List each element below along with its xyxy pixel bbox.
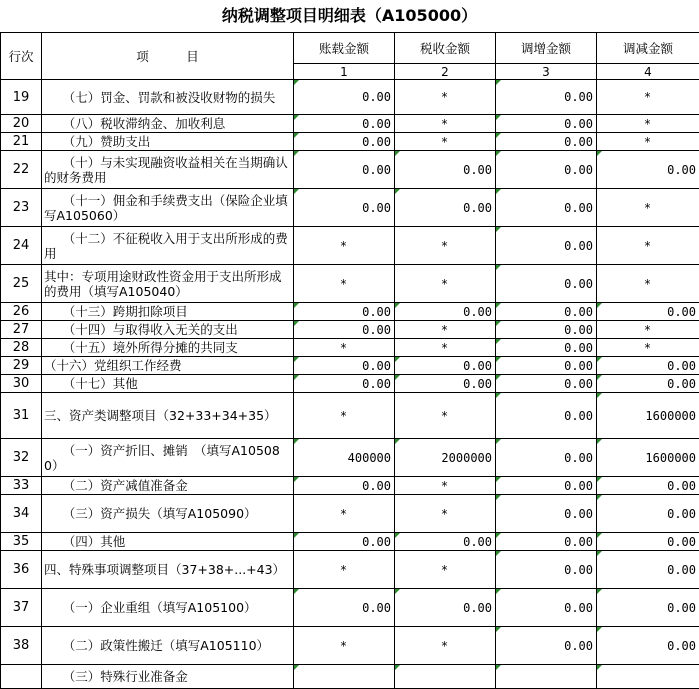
table-row (1, 339, 699, 357)
book-amount-cell[interactable]: 0.00 (294, 80, 395, 115)
increase-amount-cell[interactable]: 0.00 (496, 477, 597, 495)
tax-amount-cell: * (395, 133, 496, 151)
row-number: 37 (1, 589, 42, 627)
row-item: 三、资产类调整项目（32+33+34+35） (42, 393, 294, 439)
row-number: 38 (1, 627, 42, 665)
increase-amount-cell[interactable]: 0.00 (496, 495, 597, 533)
increase-amount-cell[interactable]: 0.00 (496, 393, 597, 439)
table-body (1, 80, 699, 689)
tax-amount-cell: * (395, 115, 496, 133)
book-amount-cell[interactable]: 0.00 (294, 303, 395, 321)
header-decrease-amount: 调减金额 (597, 33, 699, 64)
table-row (1, 151, 699, 189)
decrease-amount-cell[interactable]: 0.00 (597, 151, 699, 189)
table-row (1, 227, 699, 265)
row-number: 34 (1, 495, 42, 533)
tax-amount-cell[interactable]: 0.00 (395, 375, 496, 393)
decrease-amount-cell[interactable]: 0.00 (597, 589, 699, 627)
increase-amount-cell[interactable]: 0.00 (496, 227, 597, 265)
header-index-3: 3 (496, 64, 597, 80)
book-amount-cell: * (294, 227, 395, 265)
book-amount-cell: * (294, 265, 395, 303)
book-amount-cell: * (294, 551, 395, 589)
row-item: （十五）境外所得分摊的共同支 (42, 339, 294, 357)
row-item: （七）罚金、罚款和被没收财物的损失 (42, 80, 294, 115)
book-amount-cell[interactable]: 0.00 (294, 375, 395, 393)
tax-amount-cell[interactable]: 0.00 (395, 589, 496, 627)
row-number: 25 (1, 265, 42, 303)
table-row (1, 80, 699, 115)
book-amount-cell[interactable]: 0.00 (294, 477, 395, 495)
decrease-amount-cell: * (597, 115, 699, 133)
row-number: 31 (1, 393, 42, 439)
tax-amount-cell[interactable]: 0.00 (395, 151, 496, 189)
row-number: 21 (1, 133, 42, 151)
decrease-amount-cell: * (597, 227, 699, 265)
row-number: 28 (1, 339, 42, 357)
row-item: （十）与未实现融资收益相关在当期确认的财务费用 (42, 151, 294, 189)
book-amount-cell[interactable]: 400000 (294, 439, 395, 477)
decrease-amount-cell: * (597, 339, 699, 357)
increase-amount-cell[interactable]: 0.00 (496, 339, 597, 357)
row-item: （三）特殊行业准备金 (42, 665, 294, 689)
header-item: 项 目 (42, 33, 294, 80)
table-row (1, 303, 699, 321)
table-title: 纳税调整项目明细表（A105000） (0, 0, 699, 32)
table-row (1, 533, 699, 551)
decrease-amount-cell[interactable]: 0.00 (597, 375, 699, 393)
book-amount-cell[interactable]: 0.00 (294, 533, 395, 551)
tax-adjustment-table (0, 32, 699, 689)
book-amount-cell[interactable]: 0.00 (294, 321, 395, 339)
row-item: （二）资产减值准备金 (42, 477, 294, 495)
decrease-amount-cell: * (597, 133, 699, 151)
book-amount-cell[interactable] (294, 665, 395, 689)
header-index-4: 4 (597, 64, 699, 80)
tax-amount-cell: * (395, 393, 496, 439)
tax-amount-cell: * (395, 495, 496, 533)
table-row (1, 495, 699, 533)
increase-amount-cell[interactable]: 0.00 (496, 133, 597, 151)
row-item: （十七）其他 (42, 375, 294, 393)
row-number: 33 (1, 477, 42, 495)
book-amount-cell[interactable]: 0.00 (294, 133, 395, 151)
tax-amount-cell[interactable]: 0.00 (395, 533, 496, 551)
decrease-amount-cell[interactable]: 0.00 (597, 477, 699, 495)
increase-amount-cell[interactable]: 0.00 (496, 151, 597, 189)
table-row (1, 589, 699, 627)
row-number (1, 665, 42, 689)
tax-amount-cell[interactable]: 2000000 (395, 439, 496, 477)
book-amount-cell[interactable]: 0.00 (294, 189, 395, 227)
row-number: 35 (1, 533, 42, 551)
table-row (1, 357, 699, 375)
book-amount-cell: * (294, 627, 395, 665)
row-item: （四）其他 (42, 533, 294, 551)
increase-amount-cell[interactable]: 0.00 (496, 589, 597, 627)
decrease-amount-cell: * (597, 189, 699, 227)
table-row (1, 439, 699, 477)
decrease-amount-cell[interactable]: 0.00 (597, 357, 699, 375)
row-number: 32 (1, 439, 42, 477)
increase-amount-cell[interactable]: 0.00 (496, 357, 597, 375)
row-item: 四、特殊事项调整项目（37+38+...+43） (42, 551, 294, 589)
header-index-1: 1 (294, 64, 395, 80)
row-item: （一）企业重组（填写A105100） (42, 589, 294, 627)
tax-amount-cell: * (395, 265, 496, 303)
header-index-2: 2 (395, 64, 496, 80)
row-item: （十六）党组织工作经费 (42, 357, 294, 375)
row-item: （十一）佣金和手续费支出（保险企业填写A105060） (42, 189, 294, 227)
table-row (1, 265, 699, 303)
increase-amount-cell[interactable]: 0.00 (496, 627, 597, 665)
decrease-amount-cell: * (597, 321, 699, 339)
book-amount-cell: * (294, 339, 395, 357)
row-number: 30 (1, 375, 42, 393)
book-amount-cell[interactable]: 0.00 (294, 589, 395, 627)
table-row (1, 665, 699, 689)
header-row (1, 33, 699, 64)
header-increase-amount: 调增金额 (496, 33, 597, 64)
tax-amount-cell[interactable] (395, 665, 496, 689)
increase-amount-cell[interactable]: 0.00 (496, 189, 597, 227)
row-number: 26 (1, 303, 42, 321)
tax-amount-cell: * (395, 80, 496, 115)
row-number: 22 (1, 151, 42, 189)
table-row (1, 551, 699, 589)
table-row (1, 321, 699, 339)
tax-amount-cell: * (395, 339, 496, 357)
increase-amount-cell[interactable]: 0.00 (496, 265, 597, 303)
tax-amount-cell[interactable]: 0.00 (395, 303, 496, 321)
book-amount-cell: * (294, 495, 395, 533)
increase-amount-cell[interactable]: 0.00 (496, 80, 597, 115)
decrease-amount-cell[interactable]: 0.00 (597, 551, 699, 589)
row-item: （二）政策性搬迁（填写A105110） (42, 627, 294, 665)
row-item: 其中：专项用途财政性资金用于支出所形成的费用（填写A105040） (42, 265, 294, 303)
decrease-amount-cell: * (597, 265, 699, 303)
row-number: 27 (1, 321, 42, 339)
increase-amount-cell[interactable]: 0.00 (496, 439, 597, 477)
row-number: 29 (1, 357, 42, 375)
increase-amount-cell[interactable]: 0.00 (496, 375, 597, 393)
table-row (1, 375, 699, 393)
tax-amount-cell: * (395, 477, 496, 495)
table-row (1, 133, 699, 151)
decrease-amount-cell[interactable]: 0.00 (597, 533, 699, 551)
tax-amount-cell: * (395, 321, 496, 339)
table-row (1, 477, 699, 495)
increase-amount-cell[interactable]: 0.00 (496, 303, 597, 321)
row-number: 20 (1, 115, 42, 133)
row-item: （十四）与取得收入无关的支出 (42, 321, 294, 339)
row-item: （一）资产折旧、摊销 （填写A105080） (42, 439, 294, 477)
decrease-amount-cell[interactable]: 0.00 (597, 627, 699, 665)
tax-amount-cell: * (395, 627, 496, 665)
tax-amount-cell[interactable]: 0.00 (395, 357, 496, 375)
table-row (1, 393, 699, 439)
row-item: （九）赞助支出 (42, 133, 294, 151)
decrease-amount-cell[interactable]: 0.00 (597, 303, 699, 321)
row-number: 19 (1, 80, 42, 115)
row-item: （三）资产损失（填写A105090） (42, 495, 294, 533)
table-row (1, 115, 699, 133)
tax-amount-cell[interactable]: 0.00 (395, 189, 496, 227)
increase-amount-cell[interactable]: 0.00 (496, 551, 597, 589)
header-tax-amount: 税收金额 (395, 33, 496, 64)
decrease-amount-cell: * (597, 80, 699, 115)
row-number: 23 (1, 189, 42, 227)
tax-amount-cell: * (395, 227, 496, 265)
decrease-amount-cell[interactable]: 1600000 (597, 439, 699, 477)
book-amount-cell[interactable]: 0.00 (294, 357, 395, 375)
table-row (1, 627, 699, 665)
tax-amount-cell: * (395, 551, 496, 589)
table-row (1, 189, 699, 227)
book-amount-cell[interactable]: 0.00 (294, 151, 395, 189)
header-seq: 行次 (1, 33, 42, 80)
book-amount-cell: * (294, 393, 395, 439)
header-book-amount: 账载金额 (294, 33, 395, 64)
row-item: （十三）跨期扣除项目 (42, 303, 294, 321)
row-number: 24 (1, 227, 42, 265)
increase-amount-cell[interactable]: 0.00 (496, 533, 597, 551)
book-amount-cell[interactable]: 0.00 (294, 115, 395, 133)
decrease-amount-cell[interactable]: 0.00 (597, 495, 699, 533)
increase-amount-cell[interactable]: 0.00 (496, 115, 597, 133)
row-item: （八）税收滞纳金、加收利息 (42, 115, 294, 133)
row-item: （十二）不征税收入用于支出所形成的费用 (42, 227, 294, 265)
increase-amount-cell[interactable]: 0.00 (496, 321, 597, 339)
row-number: 36 (1, 551, 42, 589)
increase-amount-cell[interactable] (496, 665, 597, 689)
decrease-amount-cell[interactable] (597, 665, 699, 689)
decrease-amount-cell[interactable]: 1600000 (597, 393, 699, 439)
